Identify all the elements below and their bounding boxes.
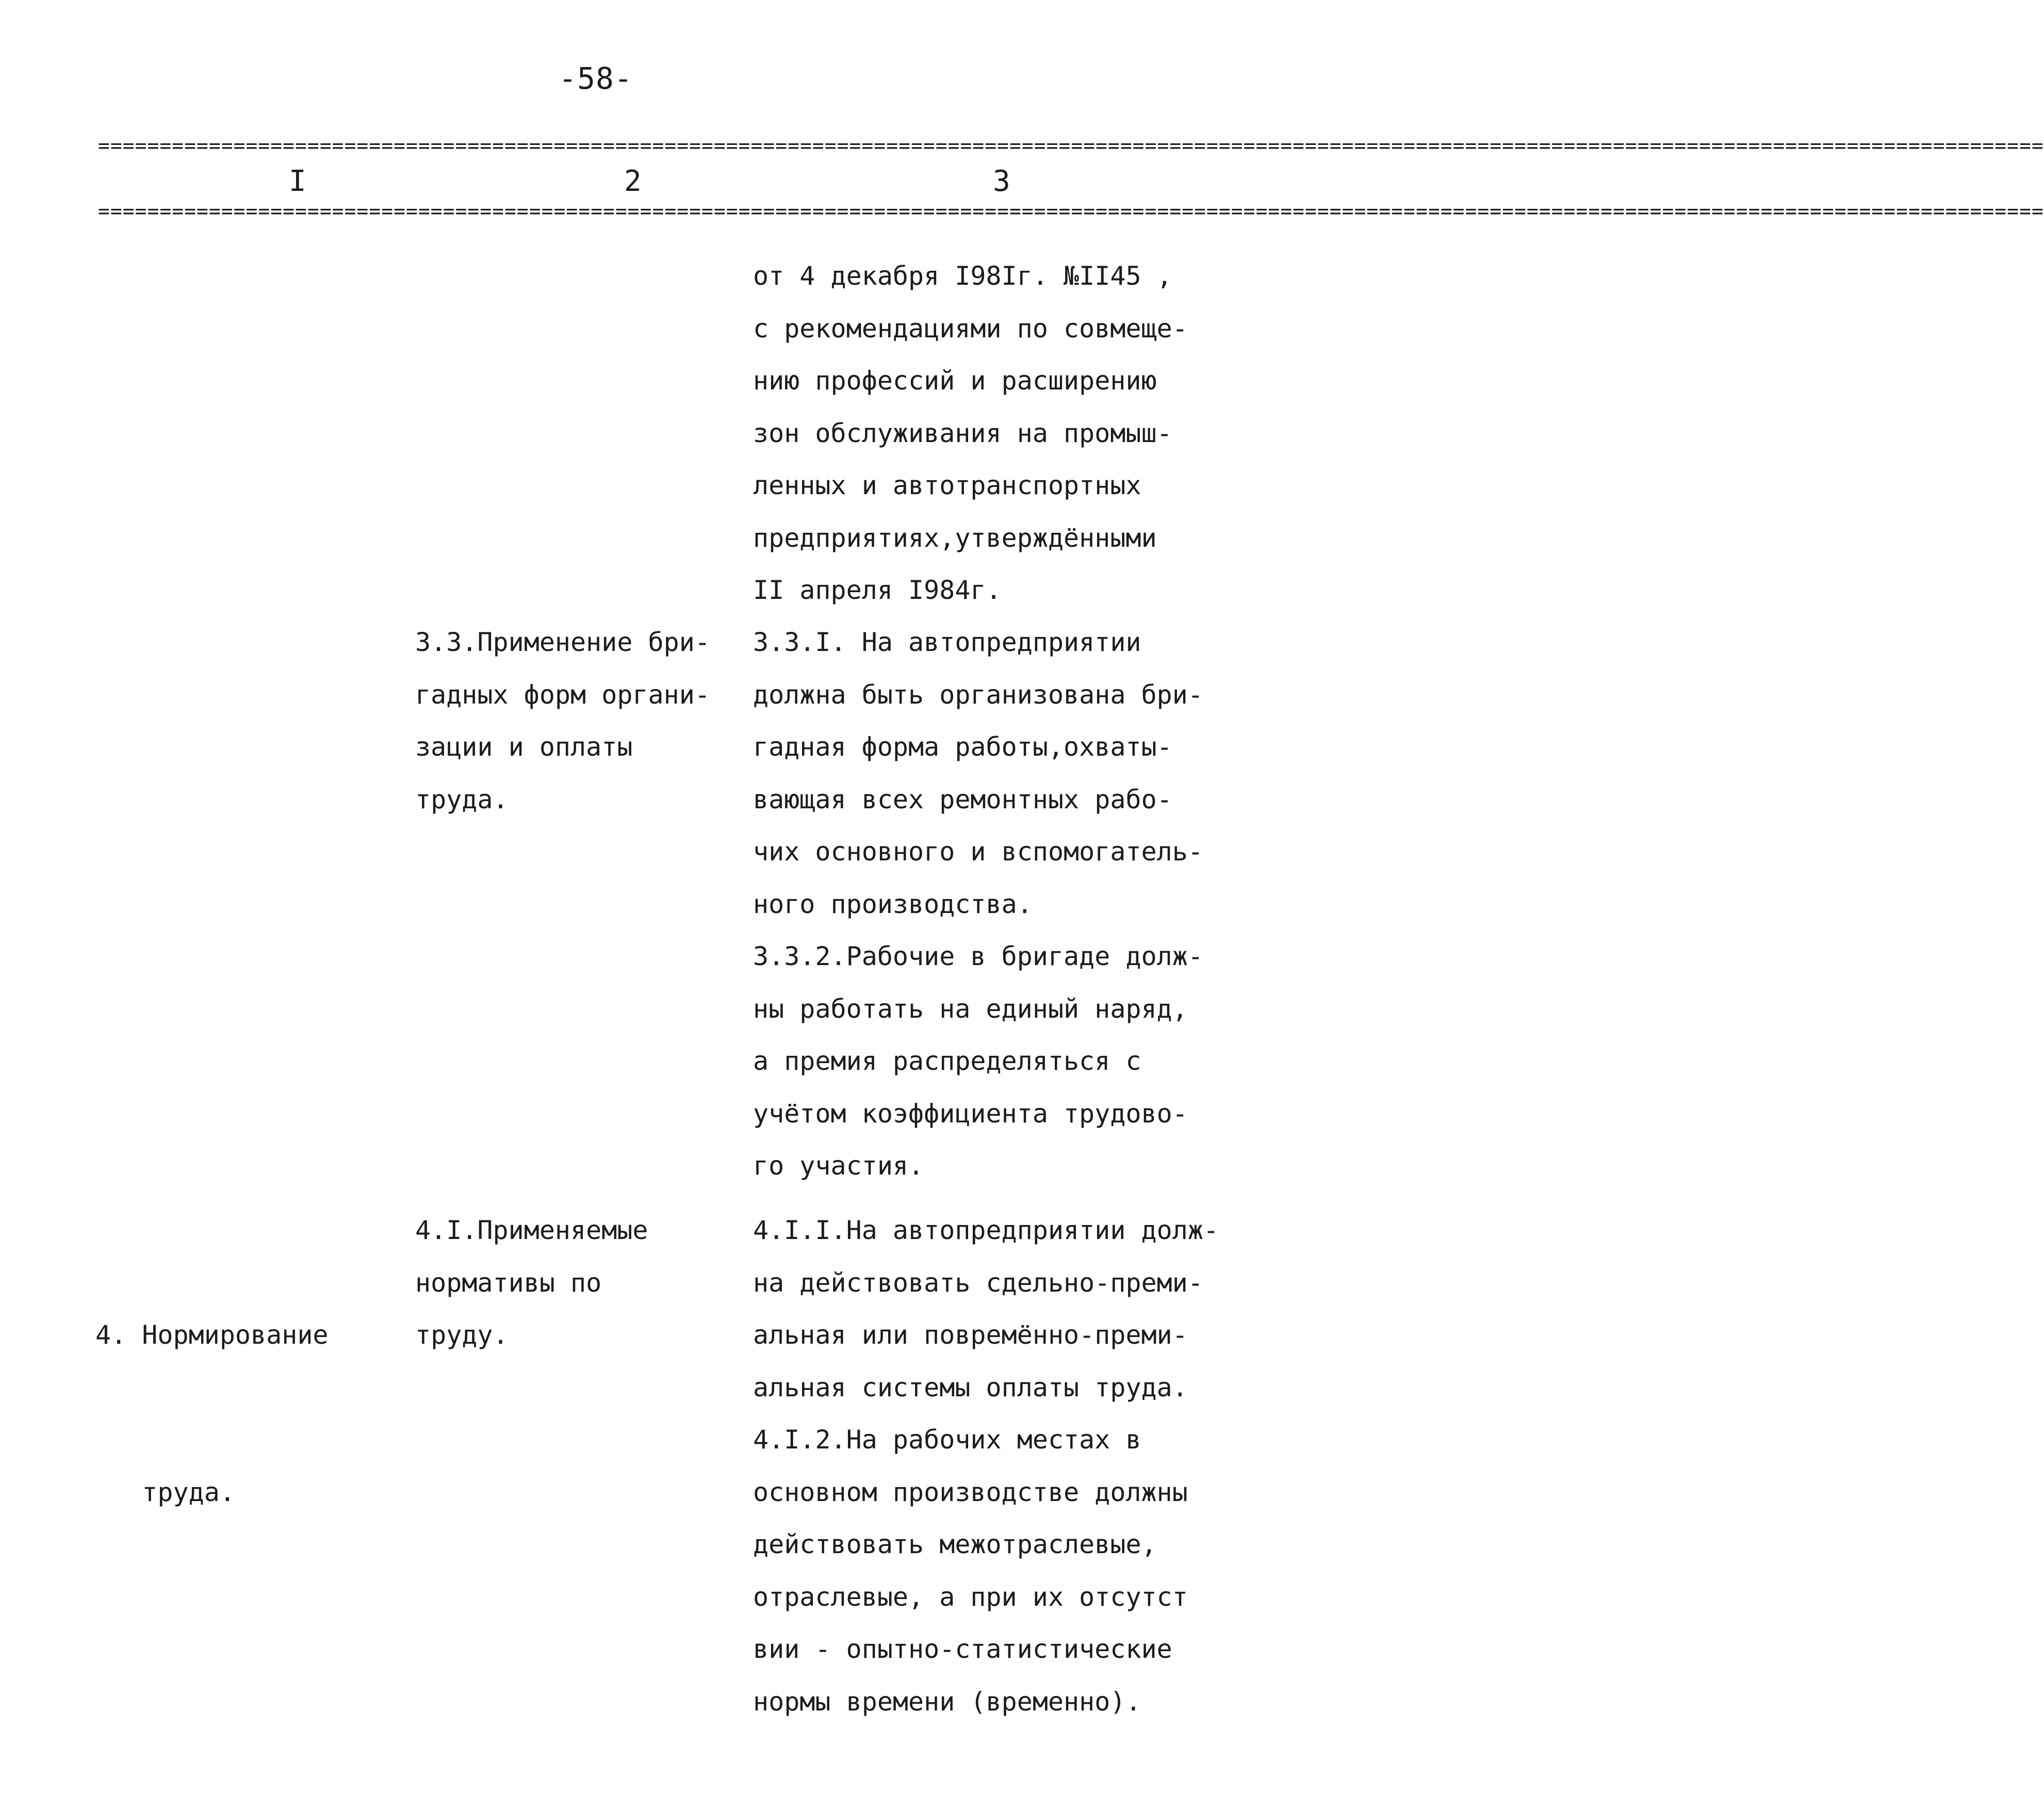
col1-item-4 [95,1204,329,1571]
text-line: 3.3.2.Рабочие в бригаде долж- [753,941,1203,971]
text-line: вающая всех ремонтных рабо- [753,784,1172,814]
text-line: на действовать сдельно-преми- [753,1267,1203,1298]
text-line: учётом коэффициента трудово- [753,1098,1188,1129]
text-line: ленных и автотранспортных [753,470,1141,500]
text-line: труду. [415,1320,509,1350]
text-line: вии - опытно-статистические [753,1634,1172,1664]
text-line: 4. Нормирование [95,1320,329,1350]
text-line: 3.3.Применение бри- [415,627,710,657]
column-header-3: 3 [993,165,1010,198]
text-line: основном производстве должны [753,1477,1188,1507]
col2-item-3-3 [415,616,710,826]
table-top-rule: ============================================================================================================================================================== [98,134,2044,157]
text-line: с рекомендациями по совмеще- [753,313,1188,344]
text-line: зации и оплаты [415,732,633,762]
text-line: чих основного и вспомогатель- [753,837,1203,867]
text-line: зон обслуживания на промыш- [753,418,1172,448]
text-line: альная или повремённо-преми- [753,1320,1188,1350]
text-line: а премия распределяться с [753,1046,1141,1076]
text-line: труда. [415,784,509,814]
page-number: -58- [559,61,633,96]
text-line: действовать межотраслевые, [753,1529,1157,1559]
text-line: труда. [95,1477,235,1507]
column-header-2: 2 [624,165,642,198]
text-line: от 4 декабря I98Iг. №II45 , [753,261,1172,291]
text-line: альная системы оплаты труда. [753,1372,1188,1403]
text-line: нормативы по [415,1267,602,1298]
col3-item-4-1 [753,1204,1219,1728]
col3-item-3-3 [753,616,1203,1193]
text-line: го участия. [753,1151,924,1181]
col2-item-4-1 [415,1204,648,1362]
text-line: гадных форм органи- [415,679,710,710]
table-header-rule: ============================================================================================================================================================== [98,200,2044,222]
column-header-1: I [289,165,306,198]
text-line: ного производства. [753,889,1033,919]
text-line: предприятиях,утверждёнными [753,523,1157,553]
text-line: II апреля I984г. [753,575,1002,605]
col3-intro-block [753,250,1188,617]
text-line: гадная форма работы,охваты- [753,732,1172,762]
text-line: ны работать на единый наряд, [753,993,1188,1024]
text-line: 4.I.Применяемые [415,1215,648,1245]
text-line: должна быть организована бри- [753,679,1203,710]
text-line: 3.3.I. На автопредприятии [753,627,1141,657]
text-line: 4.I.I.На автопредприятии долж- [753,1215,1219,1245]
text-line: нормы времени (временно). [753,1686,1141,1717]
text-line: отраслевые, а при их отсутст [753,1582,1188,1612]
text-line: 4.I.2.На рабочих местах в [753,1425,1141,1455]
text-line: нию профессий и расширению [753,366,1157,396]
